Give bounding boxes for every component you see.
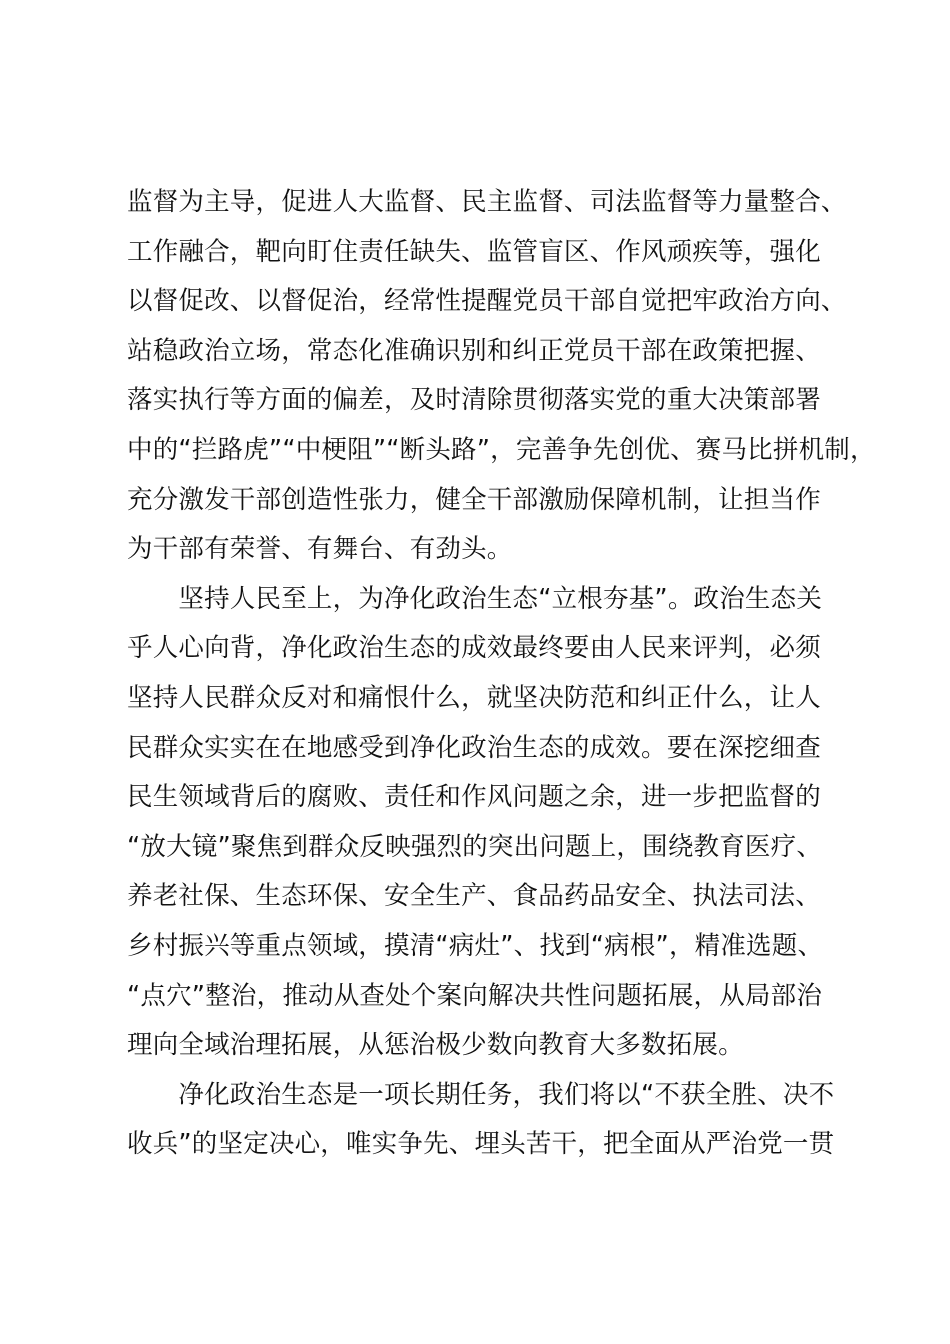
text-line: 以督促改、以督促治，经常性提醒党员干部自觉把牢政治方向、 xyxy=(127,286,847,317)
text-line: 充分激发干部创造性张力，健全干部激励保障机制，让担当作 xyxy=(127,484,821,515)
text-line: 为干部有荣誉、有舞台、有劲头。 xyxy=(127,534,513,565)
text-line: 乎人心向背，净化政治生态的成效最终要由人民来评判，必须 xyxy=(127,633,821,664)
text-line: 理向全域治理拓展，从惩治极少数向教育大多数拓展。 xyxy=(127,1030,744,1061)
text-line: 民群众实实在在地感受到净化政治生态的成效。要在深挖细查 xyxy=(127,732,821,763)
text-line: 站稳政治立场，常态化准确识别和纠正党员干部在政策把握、 xyxy=(127,335,821,366)
text-line: 落实执行等方面的偏差，及时清除贯彻落实党的重大决策部署 xyxy=(127,385,821,416)
text-line: 养老社保、生态环保、安全生产、食品药品安全、执法司法、 xyxy=(127,881,821,912)
text-line: 乡村振兴等重点领域，摸清“病灶”、找到“病根”，精准选题、 xyxy=(127,930,824,961)
text-line: 民生领域背后的腐败、责任和作风问题之余，进一步把监督的 xyxy=(127,782,821,813)
text-line: 坚持人民群众反对和痛恨什么，就坚决防范和纠正什么，让人 xyxy=(127,682,821,713)
text-line: 工作融合，靶向盯住责任缺失、监管盲区、作风顽疾等，强化 xyxy=(127,236,821,267)
body-text xyxy=(127,178,876,1170)
text-line: 中的“拦路虎”“中梗阻”“断头路”，完善争先创优、赛马比拼机制， xyxy=(127,434,876,465)
text-line: 监督为主导，促进人大监督、民主监督、司法监督等力量整合、 xyxy=(127,187,847,217)
text-line: 坚持人民至上，为净化政治生态“立根夯基”。政治生态关 xyxy=(127,583,823,614)
text-line: “放大镜”聚焦到群众反映强烈的突出问题上，围绕教育医疗、 xyxy=(127,831,823,862)
text-line: “点穴”整治，推动从查处个案向解决共性问题拓展，从局部治 xyxy=(127,980,823,1011)
text-line: 收兵”的坚定决心，唯实争先、埋头苦干，把全面从严治党一贯 xyxy=(127,1129,835,1160)
text-line: 净化政治生态是一项长期任务，我们将以“不获全胜、决不 xyxy=(127,1079,835,1110)
